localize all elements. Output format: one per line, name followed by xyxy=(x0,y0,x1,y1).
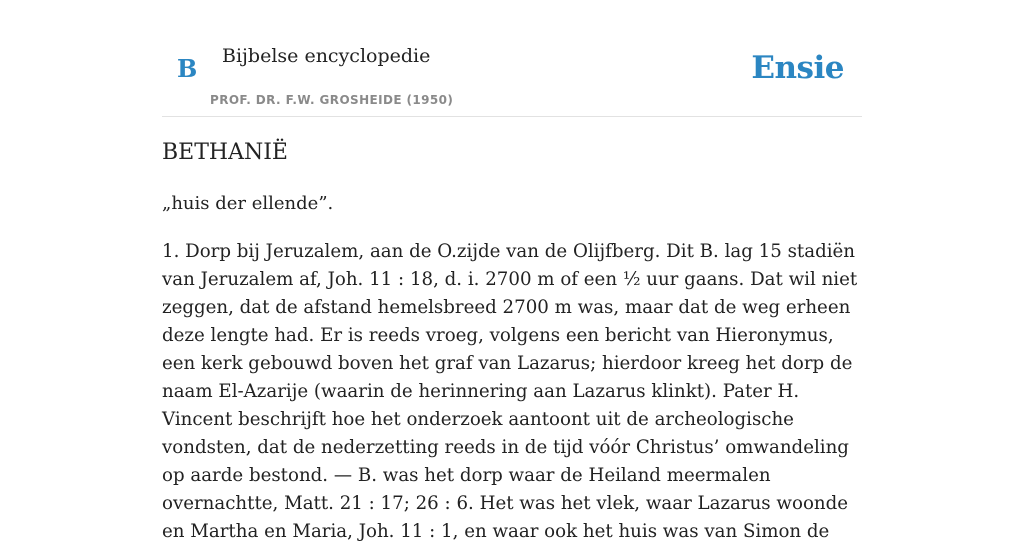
article-subtitle: „huis der ellende”. xyxy=(162,193,334,214)
article-body: 1. Dorp bij Jeruzalem, aan de O.zijde van de Olijfberg. Dit B. lag 15 stadiën van Jeruzalem af, Joh. 11 : 18, d. i. 2700 m of een ½ uur gaans. Dat wil niet zeggen, dat de afstand hemelsbreed 2700 m was, maar dat de weg erheen deze lengte had. Er is reeds vroeg, volgens een bericht van Hieronymus, een kerk gebouwd boven het graf van Lazarus; hierdoor kreeg het dorp de naam El-Azarije (waarin de herinnering aan Lazarus klinkt). Pater H. Vincent beschrijft hoe het onderzoek aantoont uit de archeologische vondsten, dat de nederzetting reeds in de tijd vóór Christus’ omwandeling op aarde bestond. — B. was het dorp waar de Heiland meermalen overnachtte, Matt. 21 : 17; 26 : 6. Het was het vlek, waar Lazarus woonde en Martha en Maria, Joh. 11 : 1, en waar ook het huis was van Simon de xyxy=(162,241,858,542)
index-letter[interactable]: B xyxy=(177,54,198,83)
article-headword: BETHANIË xyxy=(162,140,288,165)
page-header xyxy=(162,0,862,117)
book-author: PROF. DR. F.W. GROSHEIDE (1950) xyxy=(210,93,454,107)
book-title[interactable]: Bijbelse encyclopedie xyxy=(222,45,431,67)
brand-logo[interactable]: Ensie xyxy=(751,50,844,86)
